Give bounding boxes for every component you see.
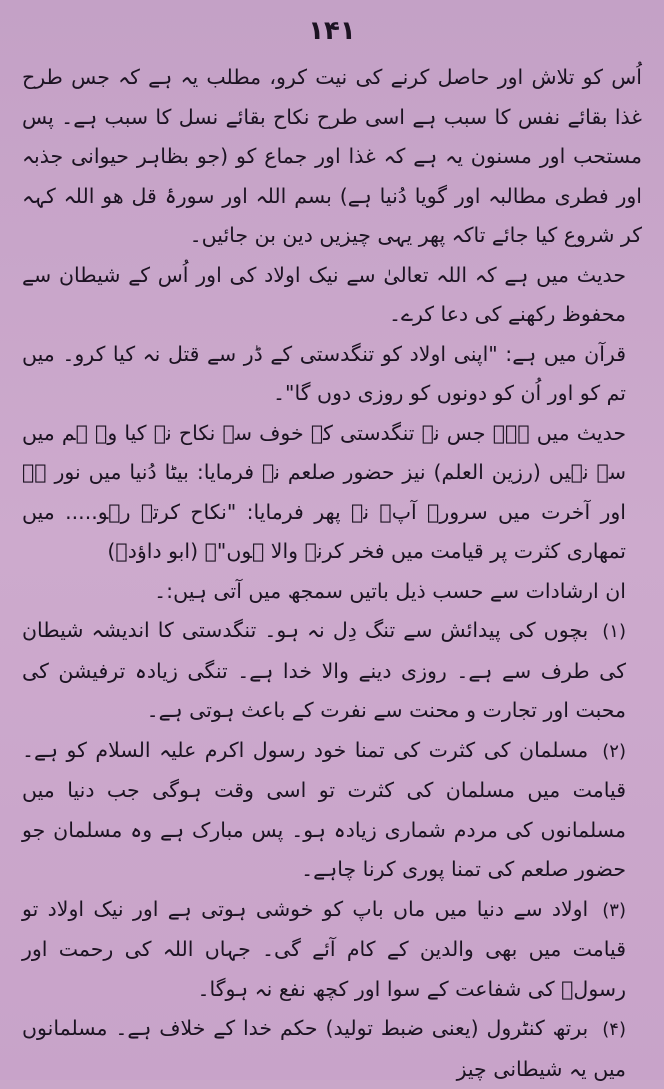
page-number: ۱۴۱ — [308, 16, 356, 46]
list-text-3: اولاد سے دنیا میں ماں باپ کو خوشی ہوتی ہے اور نیک اولاد تو قیامت میں بھی والدین کے کام آئے گی۔ جہاں اللہ کی رحمت اور رسولؐ کی شفاعت کے سوا اور کچھ نفع نہ ہوگا۔ — [22, 896, 626, 1001]
list-number-2: (۲) — [602, 740, 626, 762]
paragraph-2: حدیث میں ہے کہ اللہ تعالیٰ سے نیک اولاد کی اور اُس کے شیطان سے محفوظ رکھنے کی دعا کرے۔ — [22, 262, 626, 326]
list-number-1: (۱) — [602, 621, 626, 642]
list-item-4 — [22, 1009, 642, 1089]
page-body — [22, 58, 642, 1089]
paragraph-1: اُس کو تلاش اور حاصل کرنے کی نیت کرو، مطلب یہ ہے کہ جس طرح غذا بقائے نفس کا سبب ہے اسی طرح نکاح بقائے نسل کا سبب ہے۔ پس مستحب اور مسنون یہ ہے کہ غذا اور جماع کو (جو بظاہر حیوانی جذبہ اور فطری مطالبہ اور گویا دُنیا ہے) بسم اللہ اور سورۂ قل ھو اللہ کہہ کر شروع کیا جائے تاکہ پھر یہی چیزیں دین بن جائیں۔ — [22, 65, 642, 247]
list-item-3 — [22, 890, 642, 1010]
list-intro: ان ارشادات سے حسب ذیل باتیں سمجھ میں آتی ہیں:۔ — [154, 578, 626, 603]
paragraph-3: قرآن میں ہے: "اپنی اولاد کو تنگدستی کے ڈر سے قتل نہ کیا کرو۔ میں تم کو اور اُن کو دونوں کو روزی دوں گا"۔ — [22, 341, 626, 405]
list-text-4: برتھ کنٹرول (یعنی ضبط تولید) حکم خدا کے خلاف ہے۔ مسلمانوں میں یہ شیطانی چیز — [22, 1016, 626, 1081]
list-item-2 — [22, 731, 642, 890]
list-number-3: (۳) — [602, 899, 626, 921]
paragraph-4: حدیث میں ہے۔ جس نے تنگدستی کے خوف سے نکاح نہ کیا وہ ہم میں سے نہیں (رزین العلم) نیز حضور صلعم نے فرمایا: بیٹا دُنیا میں نور ہے اور آخرت میں سرور۔ آپؐ نے پھر فرمایا: "نکاح کرتے رہو..... میں تمھاری کثرت پر قیامت میں فخر کرنے والا ہوں"۔ (ابو داؤدؒ) — [22, 420, 626, 563]
list-text-1: بچوں کی پیدائش سے تنگ دِل نہ ہو۔ تنگدستی کا اندیشہ شیطان کی طرف سے ہے۔ روزی دینے والا خدا ہے۔ تنگی زیادہ ترفیشن کی محبت اور تجارت و محنت سے نفرت کے باعث ہوتی ہے۔ — [22, 618, 626, 722]
list-item-1 — [22, 611, 642, 731]
list-text-2: مسلمان کی کثرت کی تمنا خود رسول اکرم علیہ السلام کو ہے۔ قیامت میں مسلمان کی کثرت تو اسی وقت ہوگی جب دنیا میں مسلمانوں کی مردم شماری زیادہ ہو۔ پس مبارک ہے وہ مسلمان جو حضور صلعم کی تمنا پوری کرنا چاہے۔ — [22, 737, 626, 881]
list-number-4: (۴) — [602, 1019, 626, 1040]
